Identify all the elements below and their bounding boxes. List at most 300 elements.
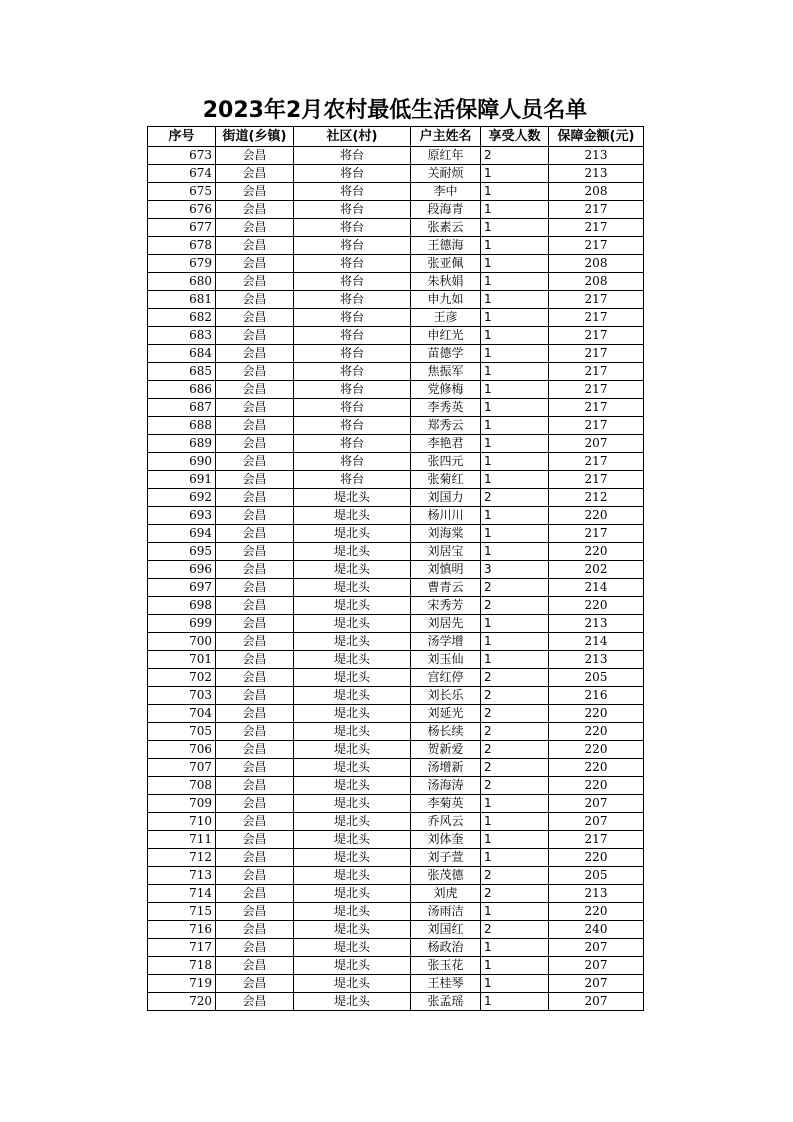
table-row [148, 975, 644, 993]
beneficiary-count-cell: 2 [481, 489, 549, 507]
village-cell: 将台 [294, 219, 411, 237]
beneficiary-count-cell: 2 [481, 921, 549, 939]
serial-number-cell: 715 [148, 903, 216, 921]
amount-cell: 207 [549, 795, 644, 813]
serial-number-cell: 683 [148, 327, 216, 345]
header-beneficiary-count: 享受人数 [481, 127, 549, 147]
beneficiary-count-cell: 1 [481, 939, 549, 957]
table-row [148, 399, 644, 417]
beneficiary-count-cell: 1 [481, 633, 549, 651]
serial-number-cell: 705 [148, 723, 216, 741]
street-cell: 会昌 [216, 345, 294, 363]
serial-number-cell: 689 [148, 435, 216, 453]
table-row [148, 309, 644, 327]
household-head-cell: 宫红停 [411, 669, 481, 687]
amount-cell: 220 [549, 507, 644, 525]
serial-number-cell: 674 [148, 165, 216, 183]
amount-cell: 208 [549, 255, 644, 273]
table-row [148, 489, 644, 507]
serial-number-cell: 717 [148, 939, 216, 957]
table-row [148, 255, 644, 273]
household-head-cell: 刘子萱 [411, 849, 481, 867]
beneficiary-count-cell: 2 [481, 579, 549, 597]
amount-cell: 207 [549, 975, 644, 993]
household-head-cell: 杨政治 [411, 939, 481, 957]
household-head-cell: 刘长乐 [411, 687, 481, 705]
village-cell: 堤北头 [294, 885, 411, 903]
serial-number-cell: 711 [148, 831, 216, 849]
amount-cell: 220 [549, 543, 644, 561]
street-cell: 会昌 [216, 453, 294, 471]
table-row [148, 597, 644, 615]
amount-cell: 207 [549, 813, 644, 831]
village-cell: 堤北头 [294, 975, 411, 993]
village-cell: 堤北头 [294, 669, 411, 687]
household-head-cell: 刘延光 [411, 705, 481, 723]
village-cell: 堤北头 [294, 597, 411, 615]
serial-number-cell: 706 [148, 741, 216, 759]
beneficiary-count-cell: 1 [481, 219, 549, 237]
household-head-cell: 汤雨洁 [411, 903, 481, 921]
table-row [148, 291, 644, 309]
village-cell: 将台 [294, 183, 411, 201]
header-household-head: 户主姓名 [411, 127, 481, 147]
beneficiary-count-cell: 1 [481, 993, 549, 1011]
amount-cell: 217 [549, 237, 644, 255]
beneficiary-count-cell: 1 [481, 309, 549, 327]
table-row [148, 525, 644, 543]
street-cell: 会昌 [216, 813, 294, 831]
street-cell: 会昌 [216, 669, 294, 687]
village-cell: 堤北头 [294, 831, 411, 849]
household-head-cell: 张茂德 [411, 867, 481, 885]
household-head-cell: 王德海 [411, 237, 481, 255]
household-head-cell: 张菊红 [411, 471, 481, 489]
page-title: 2023年2月农村最低生活保障人员名单 [202, 98, 588, 123]
table-row [148, 849, 644, 867]
street-cell: 会昌 [216, 651, 294, 669]
table-row [148, 183, 644, 201]
street-cell: 会昌 [216, 849, 294, 867]
header-row [148, 127, 644, 147]
beneficiary-count-cell: 2 [481, 777, 549, 795]
header-village: 社区(村) [294, 127, 411, 147]
table-row [148, 237, 644, 255]
table-row [148, 543, 644, 561]
household-head-cell: 张孟瑶 [411, 993, 481, 1011]
amount-cell: 214 [549, 579, 644, 597]
household-head-cell: 刘虎 [411, 885, 481, 903]
household-head-cell: 杨长续 [411, 723, 481, 741]
street-cell: 会昌 [216, 561, 294, 579]
serial-number-cell: 685 [148, 363, 216, 381]
street-cell: 会昌 [216, 687, 294, 705]
household-head-cell: 曹青云 [411, 579, 481, 597]
village-cell: 将台 [294, 237, 411, 255]
serial-number-cell: 681 [148, 291, 216, 309]
village-cell: 将台 [294, 345, 411, 363]
street-cell: 会昌 [216, 237, 294, 255]
street-cell: 会昌 [216, 381, 294, 399]
roster-table [147, 126, 644, 1011]
amount-cell: 217 [549, 363, 644, 381]
beneficiary-count-cell: 1 [481, 381, 549, 399]
beneficiary-count-cell: 2 [481, 669, 549, 687]
amount-cell: 217 [549, 201, 644, 219]
village-cell: 堤北头 [294, 849, 411, 867]
amount-cell: 214 [549, 633, 644, 651]
serial-number-cell: 701 [148, 651, 216, 669]
table-row [148, 453, 644, 471]
amount-cell: 220 [549, 723, 644, 741]
table-row [148, 921, 644, 939]
amount-cell: 216 [549, 687, 644, 705]
household-head-cell: 乔风云 [411, 813, 481, 831]
household-head-cell: 王桂琴 [411, 975, 481, 993]
beneficiary-count-cell: 1 [481, 345, 549, 363]
beneficiary-count-cell: 1 [481, 273, 549, 291]
street-cell: 会昌 [216, 507, 294, 525]
serial-number-cell: 703 [148, 687, 216, 705]
street-cell: 会昌 [216, 759, 294, 777]
village-cell: 将台 [294, 381, 411, 399]
village-cell: 堤北头 [294, 507, 411, 525]
amount-cell: 202 [549, 561, 644, 579]
household-head-cell: 关耐烦 [411, 165, 481, 183]
household-head-cell: 段海青 [411, 201, 481, 219]
serial-number-cell: 720 [148, 993, 216, 1011]
table-row [148, 831, 644, 849]
street-cell: 会昌 [216, 885, 294, 903]
serial-number-cell: 710 [148, 813, 216, 831]
village-cell: 堤北头 [294, 993, 411, 1011]
household-head-cell: 苗德学 [411, 345, 481, 363]
household-head-cell: 贺新爱 [411, 741, 481, 759]
amount-cell: 207 [549, 993, 644, 1011]
street-cell: 会昌 [216, 255, 294, 273]
street-cell: 会昌 [216, 291, 294, 309]
amount-cell: 217 [549, 525, 644, 543]
household-head-cell: 申红光 [411, 327, 481, 345]
beneficiary-count-cell: 1 [481, 813, 549, 831]
amount-cell: 240 [549, 921, 644, 939]
street-cell: 会昌 [216, 975, 294, 993]
table-row [148, 327, 644, 345]
street-cell: 会昌 [216, 273, 294, 291]
village-cell: 将台 [294, 471, 411, 489]
table-row [148, 867, 644, 885]
village-cell: 将台 [294, 291, 411, 309]
table-row [148, 885, 644, 903]
serial-number-cell: 713 [148, 867, 216, 885]
serial-number-cell: 718 [148, 957, 216, 975]
household-head-cell: 刘国红 [411, 921, 481, 939]
beneficiary-count-cell: 1 [481, 165, 549, 183]
beneficiary-count-cell: 1 [481, 435, 549, 453]
header-serial-number: 序号 [148, 127, 216, 147]
serial-number-cell: 691 [148, 471, 216, 489]
street-cell: 会昌 [216, 543, 294, 561]
household-head-cell: 党修梅 [411, 381, 481, 399]
amount-cell: 207 [549, 435, 644, 453]
street-cell: 会昌 [216, 435, 294, 453]
beneficiary-count-cell: 2 [481, 867, 549, 885]
amount-cell: 213 [549, 651, 644, 669]
beneficiary-count-cell: 1 [481, 849, 549, 867]
village-cell: 将台 [294, 255, 411, 273]
beneficiary-count-cell: 1 [481, 831, 549, 849]
street-cell: 会昌 [216, 867, 294, 885]
table-row [148, 201, 644, 219]
beneficiary-count-cell: 1 [481, 255, 549, 273]
village-cell: 堤北头 [294, 741, 411, 759]
amount-cell: 217 [549, 309, 644, 327]
beneficiary-count-cell: 1 [481, 363, 549, 381]
village-cell: 将台 [294, 363, 411, 381]
table-row [148, 759, 644, 777]
village-cell: 将台 [294, 165, 411, 183]
household-head-cell: 汤增新 [411, 759, 481, 777]
street-cell: 会昌 [216, 723, 294, 741]
beneficiary-count-cell: 2 [481, 597, 549, 615]
amount-cell: 213 [549, 165, 644, 183]
table-row [148, 579, 644, 597]
street-cell: 会昌 [216, 147, 294, 165]
village-cell: 堤北头 [294, 633, 411, 651]
village-cell: 堤北头 [294, 705, 411, 723]
village-cell: 堤北头 [294, 525, 411, 543]
household-head-cell: 张玉花 [411, 957, 481, 975]
table-row [148, 993, 644, 1011]
serial-number-cell: 686 [148, 381, 216, 399]
serial-number-cell: 678 [148, 237, 216, 255]
serial-number-cell: 696 [148, 561, 216, 579]
amount-cell: 207 [549, 939, 644, 957]
amount-cell: 220 [549, 597, 644, 615]
amount-cell: 217 [549, 453, 644, 471]
household-head-cell: 李艳君 [411, 435, 481, 453]
amount-cell: 217 [549, 471, 644, 489]
amount-cell: 217 [549, 291, 644, 309]
amount-cell: 217 [549, 399, 644, 417]
serial-number-cell: 709 [148, 795, 216, 813]
serial-number-cell: 714 [148, 885, 216, 903]
beneficiary-count-cell: 2 [481, 147, 549, 165]
serial-number-cell: 707 [148, 759, 216, 777]
household-head-cell: 杨川川 [411, 507, 481, 525]
household-head-cell: 宋秀芳 [411, 597, 481, 615]
street-cell: 会昌 [216, 831, 294, 849]
amount-cell: 217 [549, 417, 644, 435]
amount-cell: 205 [549, 867, 644, 885]
beneficiary-count-cell: 1 [481, 507, 549, 525]
beneficiary-count-cell: 1 [481, 399, 549, 417]
table-row [148, 363, 644, 381]
beneficiary-count-cell: 2 [481, 687, 549, 705]
header-amount: 保障金额(元) [549, 127, 644, 147]
amount-cell: 220 [549, 741, 644, 759]
table-row [148, 777, 644, 795]
street-cell: 会昌 [216, 795, 294, 813]
serial-number-cell: 684 [148, 345, 216, 363]
amount-cell: 220 [549, 705, 644, 723]
beneficiary-count-cell: 1 [481, 651, 549, 669]
household-head-cell: 刘体奎 [411, 831, 481, 849]
beneficiary-count-cell: 2 [481, 741, 549, 759]
street-cell: 会昌 [216, 183, 294, 201]
table-row [148, 939, 644, 957]
table-row [148, 147, 644, 165]
serial-number-cell: 679 [148, 255, 216, 273]
household-head-cell: 刘居先 [411, 615, 481, 633]
amount-cell: 213 [549, 615, 644, 633]
beneficiary-count-cell: 2 [481, 705, 549, 723]
serial-number-cell: 695 [148, 543, 216, 561]
serial-number-cell: 699 [148, 615, 216, 633]
amount-cell: 220 [549, 903, 644, 921]
village-cell: 将台 [294, 453, 411, 471]
beneficiary-count-cell: 1 [481, 543, 549, 561]
amount-cell: 217 [549, 345, 644, 363]
table-row [148, 903, 644, 921]
street-cell: 会昌 [216, 615, 294, 633]
beneficiary-count-cell: 1 [481, 615, 549, 633]
table-row [148, 723, 644, 741]
village-cell: 堤北头 [294, 921, 411, 939]
beneficiary-count-cell: 3 [481, 561, 549, 579]
household-head-cell: 王彦 [411, 309, 481, 327]
table-row [148, 345, 644, 363]
table-row [148, 507, 644, 525]
beneficiary-count-cell: 1 [481, 453, 549, 471]
village-cell: 堤北头 [294, 615, 411, 633]
table-row [148, 813, 644, 831]
table-row [148, 273, 644, 291]
village-cell: 堤北头 [294, 759, 411, 777]
amount-cell: 220 [549, 849, 644, 867]
household-head-cell: 李中 [411, 183, 481, 201]
street-cell: 会昌 [216, 939, 294, 957]
village-cell: 堤北头 [294, 651, 411, 669]
beneficiary-count-cell: 2 [481, 759, 549, 777]
street-cell: 会昌 [216, 705, 294, 723]
serial-number-cell: 680 [148, 273, 216, 291]
amount-cell: 217 [549, 219, 644, 237]
street-cell: 会昌 [216, 579, 294, 597]
beneficiary-count-cell: 1 [481, 957, 549, 975]
village-cell: 将台 [294, 147, 411, 165]
table-row [148, 705, 644, 723]
beneficiary-count-cell: 1 [481, 903, 549, 921]
village-cell: 堤北头 [294, 957, 411, 975]
village-cell: 将台 [294, 309, 411, 327]
village-cell: 堤北头 [294, 723, 411, 741]
household-head-cell: 汤学增 [411, 633, 481, 651]
household-head-cell: 张素云 [411, 219, 481, 237]
amount-cell: 220 [549, 759, 644, 777]
village-cell: 堤北头 [294, 867, 411, 885]
table-row [148, 417, 644, 435]
household-head-cell: 焦振军 [411, 363, 481, 381]
village-cell: 堤北头 [294, 777, 411, 795]
serial-number-cell: 694 [148, 525, 216, 543]
amount-cell: 213 [549, 147, 644, 165]
household-head-cell: 张亚佩 [411, 255, 481, 273]
street-cell: 会昌 [216, 903, 294, 921]
serial-number-cell: 675 [148, 183, 216, 201]
serial-number-cell: 712 [148, 849, 216, 867]
serial-number-cell: 697 [148, 579, 216, 597]
serial-number-cell: 693 [148, 507, 216, 525]
amount-cell: 217 [549, 831, 644, 849]
serial-number-cell: 688 [148, 417, 216, 435]
amount-cell: 207 [549, 957, 644, 975]
beneficiary-count-cell: 1 [481, 291, 549, 309]
beneficiary-count-cell: 2 [481, 885, 549, 903]
table-row [148, 741, 644, 759]
amount-cell: 220 [549, 777, 644, 795]
amount-cell: 217 [549, 327, 644, 345]
beneficiary-count-cell: 1 [481, 201, 549, 219]
table-row [148, 669, 644, 687]
serial-number-cell: 677 [148, 219, 216, 237]
table-row [148, 165, 644, 183]
household-head-cell: 刘国力 [411, 489, 481, 507]
household-head-cell: 李秀英 [411, 399, 481, 417]
beneficiary-count-cell: 1 [481, 975, 549, 993]
beneficiary-count-cell: 1 [481, 327, 549, 345]
household-head-cell: 刘玉仙 [411, 651, 481, 669]
serial-number-cell: 702 [148, 669, 216, 687]
village-cell: 堤北头 [294, 543, 411, 561]
household-head-cell: 刘海棠 [411, 525, 481, 543]
serial-number-cell: 698 [148, 597, 216, 615]
household-head-cell: 刘慎明 [411, 561, 481, 579]
street-cell: 会昌 [216, 777, 294, 795]
table-row [148, 633, 644, 651]
household-head-cell: 申九如 [411, 291, 481, 309]
serial-number-cell: 704 [148, 705, 216, 723]
village-cell: 将台 [294, 435, 411, 453]
beneficiary-count-cell: 1 [481, 183, 549, 201]
table-row [148, 651, 644, 669]
amount-cell: 213 [549, 885, 644, 903]
table-row [148, 687, 644, 705]
beneficiary-count-cell: 2 [481, 723, 549, 741]
village-cell: 将台 [294, 417, 411, 435]
street-cell: 会昌 [216, 741, 294, 759]
table-row [148, 471, 644, 489]
village-cell: 堤北头 [294, 561, 411, 579]
street-cell: 会昌 [216, 489, 294, 507]
household-head-cell: 李菊英 [411, 795, 481, 813]
village-cell: 将台 [294, 201, 411, 219]
street-cell: 会昌 [216, 363, 294, 381]
household-head-cell: 郑秀云 [411, 417, 481, 435]
table-row [148, 435, 644, 453]
street-cell: 会昌 [216, 201, 294, 219]
village-cell: 堤北头 [294, 489, 411, 507]
street-cell: 会昌 [216, 417, 294, 435]
beneficiary-count-cell: 1 [481, 525, 549, 543]
street-cell: 会昌 [216, 165, 294, 183]
serial-number-cell: 716 [148, 921, 216, 939]
village-cell: 将台 [294, 273, 411, 291]
village-cell: 堤北头 [294, 579, 411, 597]
serial-number-cell: 692 [148, 489, 216, 507]
roster-body [148, 147, 644, 1011]
serial-number-cell: 673 [148, 147, 216, 165]
